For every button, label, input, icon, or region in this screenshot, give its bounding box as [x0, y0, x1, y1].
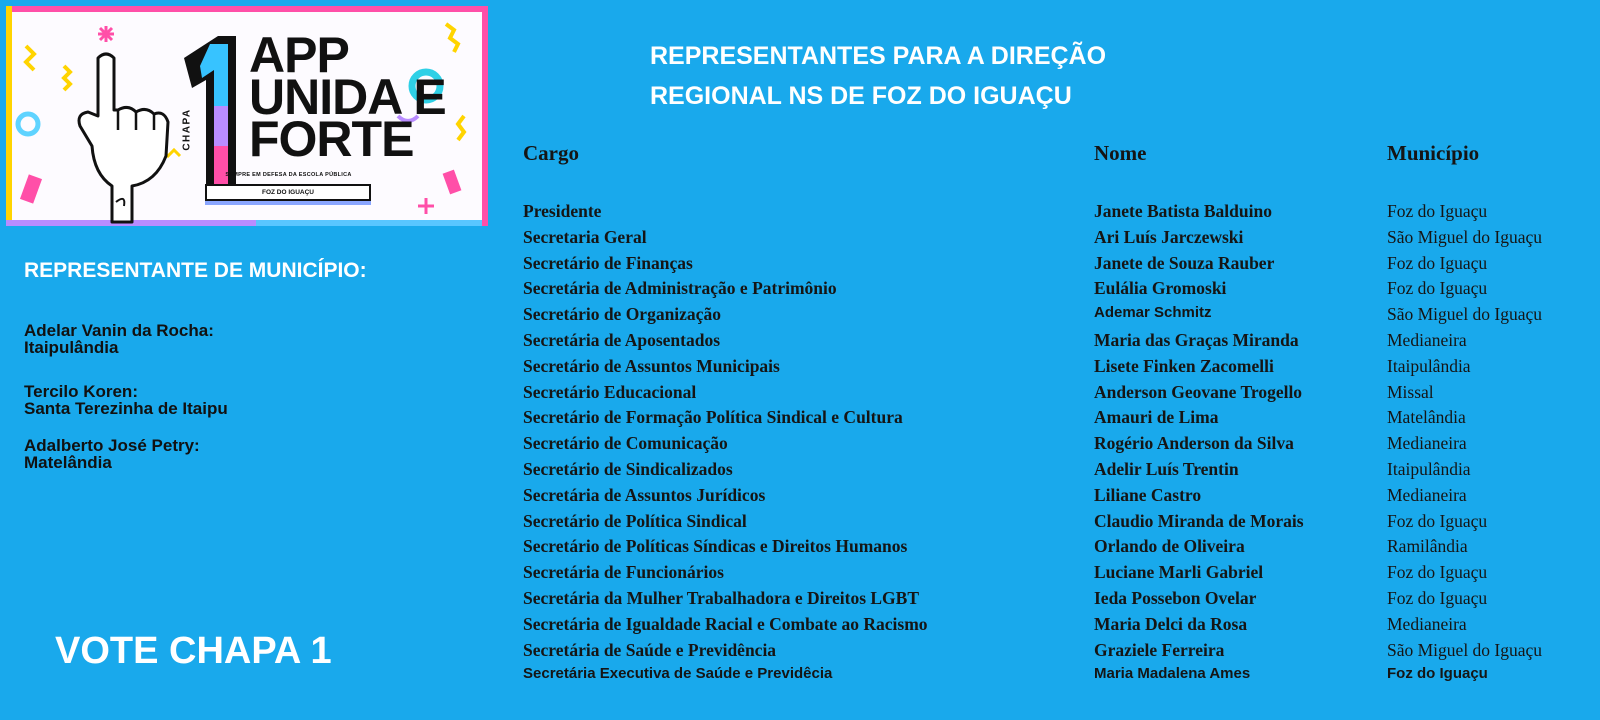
table-row — [523, 276, 1593, 302]
cell-cargo: Secretário de Finanças — [523, 252, 693, 273]
cell-municipio: Medianeira — [1387, 484, 1467, 505]
table-row — [523, 225, 1593, 251]
cell-municipio: Foz do Iguaçu — [1387, 510, 1488, 531]
table-row — [523, 483, 1593, 509]
cell-cargo: Secretário de Sindicalizados — [523, 458, 733, 479]
page-title-line-1: REPRESENTANTES PARA A DIREÇÃO — [650, 42, 1107, 70]
representative-item — [24, 322, 214, 356]
representative-name: Adelar Vanin da Rocha: — [24, 321, 214, 340]
cell-municipio: Medianeira — [1387, 613, 1467, 634]
representative-item — [24, 437, 200, 471]
column-header-municipio: Município — [1387, 141, 1480, 165]
cell-cargo: Secretário de Assuntos Municipais — [523, 355, 780, 376]
logo-title-line-3: FORTE — [249, 111, 414, 167]
table-row — [523, 663, 1593, 689]
chapa-logo-banner — [6, 6, 488, 226]
cell-municipio: Foz do Iguaçu — [1387, 562, 1488, 583]
cell-cargo: Secretária de Assuntos Jurídicos — [523, 484, 766, 505]
cell-cargo: Secretaria Geral — [523, 226, 647, 247]
table-row — [523, 638, 1593, 664]
cell-nome: Graziele Ferreira — [1094, 639, 1225, 660]
cell-cargo: Presidente — [523, 201, 602, 221]
table-row — [523, 328, 1593, 354]
cell-nome: Ieda Possebon Ovelar — [1094, 587, 1257, 608]
cell-nome: Eulália Gromoski — [1094, 278, 1227, 299]
page-title — [650, 36, 1107, 116]
logo-title-line-1: APP — [249, 27, 349, 83]
vote-chapa-slogan: VOTE CHAPA 1 — [55, 630, 332, 672]
representative-name: Tercilo Koren: — [24, 382, 138, 401]
cell-municipio: Itaipulândia — [1387, 458, 1471, 479]
logo-title — [249, 27, 446, 167]
cell-nome: Maria das Graças Miranda — [1094, 329, 1299, 350]
cell-municipio: Matelândia — [1387, 407, 1466, 428]
representative-item — [24, 383, 228, 417]
cell-municipio: Ramilândia — [1387, 536, 1468, 557]
table-row — [523, 560, 1593, 586]
cell-municipio: Itaipulândia — [1387, 355, 1471, 376]
table-row — [523, 380, 1593, 406]
column-header-nome: Nome — [1094, 141, 1147, 165]
column-header-cargo: Cargo — [523, 141, 579, 165]
cell-nome: Ari Luís Jarczewski — [1094, 226, 1244, 247]
cell-nome: Lisete Finken Zacomelli — [1094, 355, 1274, 376]
cell-cargo: Secretário de Formação Política Sindical e Cultura — [523, 407, 903, 428]
logo-city-badge: FOZ DO IGUAÇU — [205, 184, 371, 201]
cell-nome: Anderson Geovane Trogello — [1094, 381, 1303, 402]
table-row — [523, 354, 1593, 380]
table-row — [523, 612, 1593, 638]
cell-municipio: São Miguel do Iguaçu — [1387, 639, 1543, 660]
cell-nome: Luciane Marli Gabriel — [1094, 562, 1264, 583]
table-row — [523, 509, 1593, 535]
cell-municipio: Missal — [1387, 381, 1434, 402]
cell-cargo: Secretário de Comunicação — [523, 433, 728, 454]
cell-nome: Janete de Souza Rauber — [1094, 252, 1275, 273]
cell-nome: Maria Madalena Ames — [1094, 665, 1251, 683]
representative-municipality: Matelândia — [24, 453, 112, 472]
cell-cargo: Secretário Educacional — [523, 381, 697, 402]
cell-municipio: São Miguel do Iguaçu — [1387, 304, 1543, 325]
cell-municipio: Foz do Iguaçu — [1387, 252, 1488, 273]
cell-nome: Liliane Castro — [1094, 484, 1202, 505]
logo-title-line-2: UNIDA E — [249, 69, 446, 125]
table-row — [523, 457, 1593, 483]
cell-cargo: Secretária da Mulher Trabalhadora e Direitos LGBT — [523, 587, 920, 608]
representative-municipality: Santa Terezinha de Itaipu — [24, 399, 228, 418]
representative-municipality: Itaipulândia — [24, 338, 119, 357]
cell-nome: Maria Delci da Rosa — [1094, 613, 1248, 634]
representative-name: Adalberto José Petry: — [24, 436, 200, 455]
cell-municipio: São Miguel do Iguaçu — [1387, 226, 1543, 247]
cell-nome: Claudio Miranda de Morais — [1094, 510, 1304, 531]
cell-nome: Amauri de Lima — [1094, 407, 1219, 428]
cell-nome: Adelir Luís Trentin — [1094, 458, 1239, 479]
cell-cargo: Secretária de Igualdade Racial e Combate ao Racismo — [523, 613, 928, 634]
cell-cargo: Secretário de Política Sindical — [523, 510, 747, 531]
cell-cargo: Secretária de Aposentados — [523, 329, 721, 350]
cell-cargo: Secretária de Administração e Patrimônio — [523, 278, 837, 299]
municipality-representative-heading: REPRESENTANTE DE MUNICÍPIO: — [24, 259, 367, 282]
cell-municipio: Foz do Iguaçu — [1387, 665, 1488, 683]
cell-nome: Ademar Schmitz — [1094, 304, 1212, 322]
logo-slogan: SEMPRE EM DEFESA DA ESCOLA PÚBLICA — [225, 172, 352, 178]
table-row — [523, 405, 1593, 431]
table-row — [523, 586, 1593, 612]
cell-municipio: Medianeira — [1387, 329, 1467, 350]
cell-cargo: Secretário de Políticas Síndicas e Direitos Humanos — [523, 536, 908, 557]
cell-municipio: Foz do Iguaçu — [1387, 278, 1488, 299]
cell-cargo: Secretária de Saúde e Previdência — [523, 639, 777, 660]
logo-chapa-word: CHAPA — [181, 108, 193, 151]
page-title-line-2: REGIONAL NS DE FOZ DO IGUAÇU — [650, 82, 1072, 110]
cell-municipio: Medianeira — [1387, 433, 1467, 454]
table-row — [523, 302, 1593, 328]
cell-nome: Rogério Anderson da Silva — [1094, 433, 1294, 454]
cell-municipio: Foz do Iguaçu — [1387, 587, 1488, 608]
cell-municipio: Foz do Iguaçu — [1387, 201, 1488, 221]
cell-cargo: Secretário de Organização — [523, 304, 721, 325]
table-row — [523, 251, 1593, 277]
representatives-table — [523, 199, 1593, 689]
cell-cargo: Secretária de Funcionários — [523, 562, 724, 583]
cell-cargo: Secretária Executiva de Saúde e Previdêcia — [523, 665, 833, 683]
cell-nome: Janete Batista Balduino — [1094, 201, 1272, 221]
cell-nome: Orlando de Oliveira — [1094, 536, 1245, 557]
table-row — [523, 431, 1593, 457]
table-row — [523, 534, 1593, 560]
table-row — [523, 199, 1593, 225]
